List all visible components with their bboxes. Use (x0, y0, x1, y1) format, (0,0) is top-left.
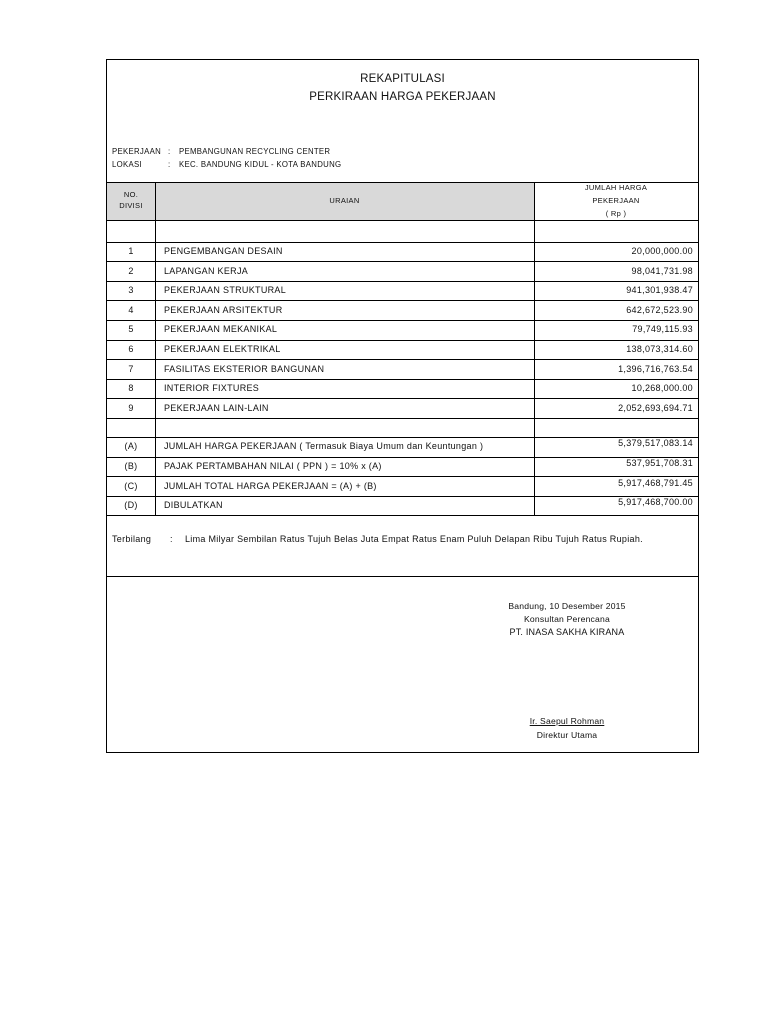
row-value: 10,268,000.00 (631, 383, 693, 393)
company-name: PT. INASA SAKHA KIRANA (509, 627, 625, 637)
table-row (107, 320, 698, 340)
row-value: 1,396,716,763.54 (618, 363, 693, 374)
summary-no: (A) (124, 441, 138, 451)
row-uraian: PEKERJAAN STRUKTURAL (164, 285, 287, 295)
row-value: 98,041,731.98 (631, 265, 693, 276)
row-uraian: PEKERJAAN LAIN-LAIN (164, 402, 269, 413)
summary-uraian: DIBULATKAN (164, 500, 223, 510)
row-no: 5 (128, 324, 134, 334)
lokasi-label: LOKASI (112, 160, 142, 169)
row-uraian: FASILITAS EKSTERIOR BANGUNAN (164, 363, 325, 374)
row-no: 2 (128, 265, 134, 276)
table-row (107, 262, 698, 282)
row-uraian: LAPANGAN KERJA (164, 265, 249, 276)
summary-value: 537,951,708.31 (626, 458, 693, 468)
row-no: 9 (128, 402, 134, 413)
header-jumlah-line3: ( Rp ) (605, 209, 627, 218)
summary-uraian: JUMLAH HARGA PEKERJAAN ( Termasuk Biaya Umum dan Keuntungan ) (164, 441, 484, 451)
row-line (107, 418, 698, 419)
summary-row (107, 496, 698, 516)
table-row (107, 340, 698, 360)
document-subtitle: PERKIRAAN HARGA PEKERJAAN (309, 91, 496, 103)
rekapitulasi-sheet (106, 59, 699, 753)
table-row (107, 399, 698, 419)
pekerjaan-separator: : (168, 147, 171, 156)
place-date: Bandung, 10 Desember 2015 (508, 601, 626, 611)
summary-no: (C) (124, 480, 138, 491)
summary-value: 5,379,517,083.14 (618, 438, 693, 448)
row-uraian: INTERIOR FIXTURES (164, 383, 260, 393)
row-value: 2,052,693,694.71 (618, 402, 693, 413)
pekerjaan-value: PEMBANGUNAN RECYCLING CENTER (179, 147, 331, 156)
header-no-line1: NO. (123, 190, 139, 199)
table-row (107, 360, 698, 380)
summary-uraian: PAJAK PERTAMBAHAN NILAI ( PPN ) = 10% x (A) (164, 461, 382, 471)
signatory-name: Ir. Saepul Rohman (529, 716, 605, 726)
row-no: 4 (128, 304, 134, 315)
signature-role: Konsultan Perencana (524, 614, 610, 624)
table-row (107, 379, 698, 399)
summary-no: (D) (124, 500, 138, 510)
document-title: REKAPITULASI (360, 73, 445, 85)
summary-value: 5,917,468,700.00 (618, 497, 693, 507)
row-no: 7 (128, 363, 134, 374)
terbilang-separator: : (170, 534, 173, 544)
header-jumlah-line2: PEKERJAAN (592, 196, 640, 205)
table-top-border (107, 182, 698, 183)
lokasi-value: KEC. BANDUNG KIDUL - KOTA BANDUNG (179, 160, 342, 169)
summary-value: 5,917,468,791.45 (618, 477, 693, 488)
table-row (107, 301, 698, 321)
row-no: 6 (128, 344, 134, 354)
summary-no: (B) (124, 461, 138, 471)
row-uraian: PEKERJAAN ARSITEKTUR (164, 304, 283, 315)
lokasi-separator: : (168, 160, 171, 169)
header-bottom-border (107, 220, 698, 221)
row-no: 3 (128, 285, 134, 295)
table-row (107, 242, 698, 262)
header-no-line2: DIVISI (119, 201, 143, 210)
signatory-position: Direktur Utama (536, 730, 598, 740)
row-uraian: PEKERJAAN MEKANIKAL (164, 324, 278, 334)
terbilang-label: Terbilang (112, 534, 152, 544)
header-jumlah-line1: JUMLAH HARGA (584, 183, 648, 192)
terbilang-text: Lima Milyar Sembilan Ratus Tujuh Belas Juta Empat Ratus Enam Puluh Delapan Ribu Tujuh Ratus Rupiah. (185, 534, 643, 544)
row-value: 20,000,000.00 (631, 246, 693, 256)
signatory-name-wrap (507, 716, 627, 726)
row-value: 642,672,523.90 (626, 304, 693, 315)
summary-uraian: JUMLAH TOTAL HARGA PEKERJAAN = (A) + (B) (164, 480, 377, 491)
row-no: 1 (128, 246, 134, 256)
header-uraian: URAIAN (329, 196, 360, 205)
row-value: 138,073,314.60 (626, 344, 693, 354)
row-value: 941,301,938.47 (626, 285, 693, 295)
terbilang-bottom-border (107, 576, 698, 577)
pekerjaan-label: PEKERJAAN (112, 147, 162, 156)
row-value: 79,749,115.93 (632, 324, 693, 334)
table-row (107, 281, 698, 301)
row-uraian: PEKERJAAN ELEKTRIKAL (164, 344, 281, 354)
row-uraian: PENGEMBANGAN DESAIN (164, 246, 283, 256)
row-no: 8 (128, 383, 134, 393)
